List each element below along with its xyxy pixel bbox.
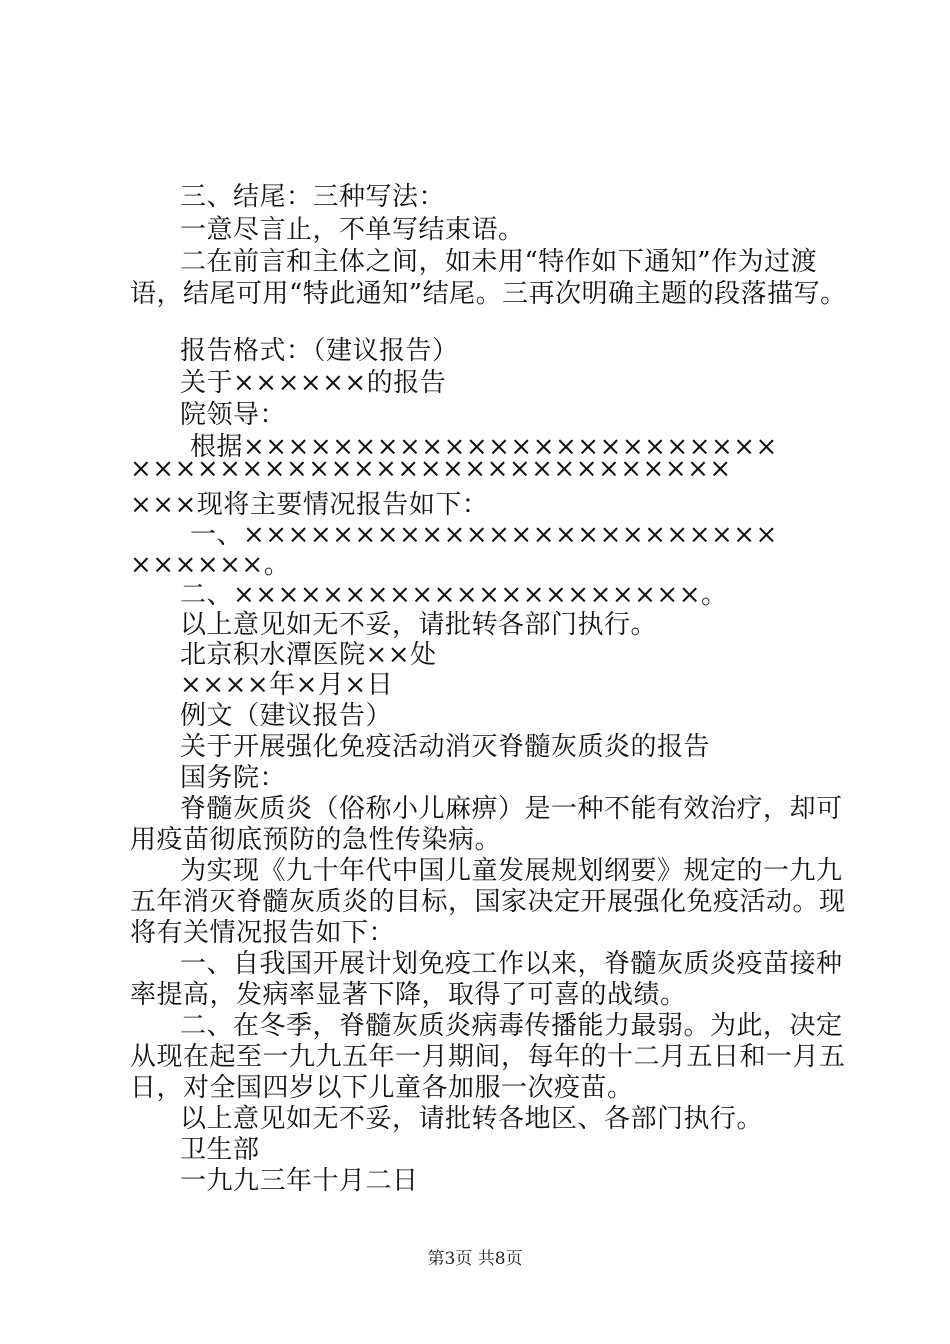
text-line: 将有关情况报告如下：	[130, 918, 396, 948]
text-line: 一九九三年十月二日	[180, 1166, 419, 1196]
text-line: 率提高，发病率显著下降，取得了可喜的战绩。	[130, 980, 687, 1010]
text-line: ××××××。	[130, 550, 291, 580]
text-line: 二、在冬季，脊髓灰质炎病毒传播能力最弱。为此，决定	[180, 1011, 843, 1041]
text-line: 国务院：	[180, 763, 287, 793]
text-line: 脊髓灰质炎（俗称小儿麻痹）是一种不能有效治疗，却可	[180, 794, 843, 824]
text-line: 用疫苗彻底预防的急性传染病。	[130, 825, 502, 855]
text-line: 根据××××××××××××××××××××××××	[190, 432, 778, 462]
text-line: 一、自我国开展计划免疫工作以来，脊髓灰质炎疫苗接种	[180, 949, 843, 979]
text-line: 卫生部	[180, 1135, 260, 1165]
text-line: 二、×××××××××××××××××××××。	[180, 580, 728, 610]
page-number-footer: 第3页 共8页	[427, 1249, 523, 1269]
text-line: 五年消灭脊髓灰质炎的目标，国家决定开展强化免疫活动。现	[130, 887, 846, 917]
text-line: 语，结尾可用“特此通知”结尾。三再次明确主题的段落描写。	[130, 279, 847, 309]
text-line: ××××年×月×日	[180, 670, 394, 700]
text-line: 为实现《九十年代中国儿童发展规划纲要》规定的一九九	[180, 856, 843, 886]
text-line: ×××××××××××××××××××××××××××	[130, 454, 732, 484]
text-line: 关于××××××的报告	[180, 368, 447, 398]
text-line: 北京积水潭医院××处	[180, 640, 437, 670]
text-line: 日，对全国四岁以下儿童各加服一次疫苗。	[130, 1073, 634, 1103]
text-line: 以上意见如无不妥，请批转各地区、各部门执行。	[180, 1104, 764, 1134]
text-line: 二在前言和主体之间，如未用“特作如下通知”作为过渡	[180, 247, 818, 277]
text-line: 一意尽言止，不单写结束语。	[180, 215, 525, 245]
text-line: 院领导：	[180, 400, 287, 430]
text-line: 三、结尾：三种写法：	[180, 182, 446, 212]
text-line: 报告格式：（建议报告）	[180, 336, 459, 366]
text-line: 从现在起至一九九五年一月期间，每年的十二月五日和一月五	[130, 1042, 846, 1072]
text-line: 关于开展强化免疫活动消灭脊髓灰质炎的报告	[180, 732, 711, 762]
text-line: 例文（建议报告）	[180, 701, 393, 731]
text-line: 一、××××××××××××××××××××××××	[190, 520, 778, 550]
text-line: ×××现将主要情况报告如下：	[130, 490, 489, 520]
text-line: 以上意见如无不妥，请批转各部门执行。	[180, 610, 658, 640]
